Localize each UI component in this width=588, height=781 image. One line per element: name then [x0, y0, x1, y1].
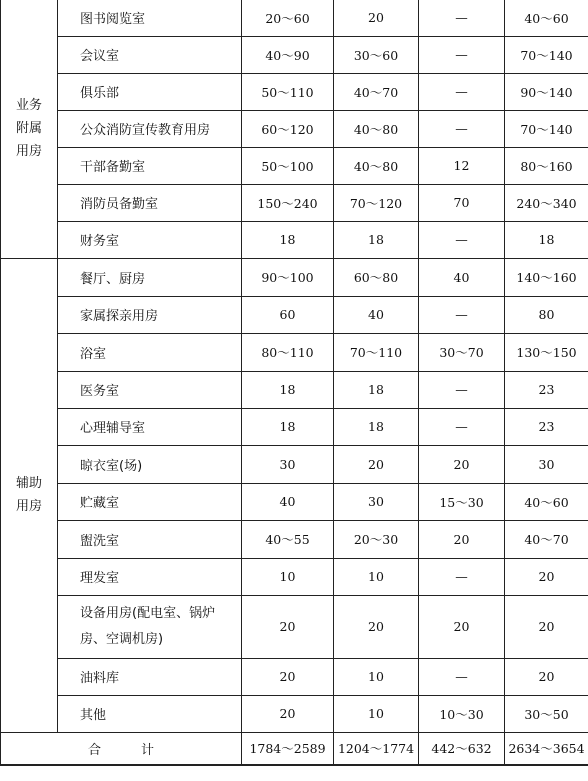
area-cell: 30～50 [505, 695, 588, 732]
area-cell: 40～90 [242, 36, 334, 73]
area-cell: 80 [505, 296, 588, 333]
area-cell: — [419, 110, 505, 147]
table-row [1, 558, 588, 595]
room-name-cell: 医务室 [58, 371, 242, 408]
table-row [1, 483, 588, 520]
area-cell: 10 [334, 558, 419, 595]
area-cell: 60 [242, 296, 334, 333]
area-cell: 18 [242, 221, 334, 258]
area-cell: 20 [419, 445, 505, 483]
area-cell: 90～100 [242, 258, 334, 296]
category-cell [1, 258, 58, 732]
category-line: 业务 [15, 98, 42, 114]
area-cell: 40～60 [505, 0, 588, 36]
area-cell: 18 [242, 408, 334, 445]
area-cell: 12 [419, 147, 505, 184]
area-cell: 70～120 [334, 184, 419, 221]
area-cell: 15～30 [419, 483, 505, 520]
area-cell: 18 [334, 371, 419, 408]
area-cell: 20 [505, 558, 588, 595]
area-cell: 18 [334, 408, 419, 445]
room-name-cell: 财务室 [58, 221, 242, 258]
area-cell: 20 [242, 658, 334, 695]
area-cell: — [419, 371, 505, 408]
area-cell: 40～55 [242, 520, 334, 558]
area-cell: 40～60 [505, 483, 588, 520]
area-cell: 40～70 [505, 520, 588, 558]
area-cell: — [419, 0, 505, 36]
category-cell [1, 0, 58, 258]
total-label: 合计 [1, 732, 242, 765]
table-row [1, 408, 588, 445]
table-row [1, 110, 588, 147]
area-cell: — [419, 408, 505, 445]
room-name-cell: 理发室 [58, 558, 242, 595]
room-name-cell: 设备用房(配电室、锅炉房、空调机房) [58, 595, 242, 658]
area-cell: 40 [419, 258, 505, 296]
area-cell: 20～30 [334, 520, 419, 558]
area-cell: 70～140 [505, 36, 588, 73]
area-cell: 20 [334, 445, 419, 483]
table-row [1, 296, 588, 333]
area-cell: — [419, 296, 505, 333]
area-cell: 80～160 [505, 147, 588, 184]
area-cell: — [419, 36, 505, 73]
room-name-cell: 餐厅、厨房 [58, 258, 242, 296]
area-cell: 150～240 [242, 184, 334, 221]
table-row [1, 0, 588, 36]
area-cell: — [419, 658, 505, 695]
area-cell: 20 [242, 695, 334, 732]
table-row [1, 695, 588, 732]
total-cell: 442～632 [419, 732, 505, 765]
area-cell: 20 [242, 595, 334, 658]
area-cell: 10 [334, 695, 419, 732]
area-cell: 10 [334, 658, 419, 695]
table-row [1, 258, 588, 296]
area-cell: 30 [505, 445, 588, 483]
area-cell: 130～150 [505, 333, 588, 371]
area-cell: 60～80 [334, 258, 419, 296]
room-name-cell: 油料库 [58, 658, 242, 695]
room-name-cell: 盥洗室 [58, 520, 242, 558]
table-row [1, 520, 588, 558]
room-name-cell: 干部备勤室 [58, 147, 242, 184]
total-row [1, 732, 588, 765]
area-cell: 10～30 [419, 695, 505, 732]
category-line: 辅助 [15, 476, 42, 491]
area-cell: 18 [505, 221, 588, 258]
area-cell: 30～60 [334, 36, 419, 73]
room-name-cell: 消防员备勤室 [58, 184, 242, 221]
area-cell: 20 [505, 595, 588, 658]
area-cell: 23 [505, 371, 588, 408]
table-row [1, 184, 588, 221]
table-row [1, 333, 588, 371]
area-cell: 40 [334, 296, 419, 333]
area-cell: 40～80 [334, 110, 419, 147]
area-cell: 40 [242, 483, 334, 520]
area-cell: — [419, 558, 505, 595]
table-row [1, 595, 588, 658]
area-cell: 20 [419, 595, 505, 658]
room-name-cell: 会议室 [58, 36, 242, 73]
area-cell: 60～120 [242, 110, 334, 147]
category-line: 用房 [15, 499, 42, 514]
area-cell: 20 [334, 595, 419, 658]
room-name-cell: 家属探亲用房 [58, 296, 242, 333]
room-name-cell: 贮藏室 [58, 483, 242, 520]
area-cell: 10 [242, 558, 334, 595]
area-cell: — [419, 221, 505, 258]
area-cell: — [419, 73, 505, 110]
area-cell: 23 [505, 408, 588, 445]
room-name-cell: 晾衣室(场) [58, 445, 242, 483]
total-cell: 2634～3654 [505, 732, 588, 765]
area-cell: 50～100 [242, 147, 334, 184]
area-cell: 80～110 [242, 333, 334, 371]
area-cell: 30～70 [419, 333, 505, 371]
area-cell: 70 [419, 184, 505, 221]
area-cell: 40～70 [334, 73, 419, 110]
table-row [1, 371, 588, 408]
room-name-cell: 图书阅览室 [58, 0, 242, 36]
room-name-cell: 其他 [58, 695, 242, 732]
area-cell: 40～80 [334, 147, 419, 184]
area-cell: 20～60 [242, 0, 334, 36]
category-line: 附属 [15, 121, 42, 137]
area-cell: 20 [334, 0, 419, 36]
table-row [1, 221, 588, 258]
area-cell: 50～110 [242, 73, 334, 110]
area-cell: 70～140 [505, 110, 588, 147]
table-row [1, 658, 588, 695]
area-cell: 90～140 [505, 73, 588, 110]
total-cell: 1784～2589 [242, 732, 334, 765]
area-cell: 30 [242, 445, 334, 483]
area-cell: 20 [419, 520, 505, 558]
room-name-cell: 心理辅导室 [58, 408, 242, 445]
area-cell: 70～110 [334, 333, 419, 371]
table-row [1, 73, 588, 110]
room-name-cell: 浴室 [58, 333, 242, 371]
total-cell: 1204～1774 [334, 732, 419, 765]
area-cell: 18 [242, 371, 334, 408]
room-name-cell: 公众消防宣传教育用房 [58, 110, 242, 147]
table-row [1, 445, 588, 483]
area-cell: 140～160 [505, 258, 588, 296]
area-cell: 20 [505, 658, 588, 695]
area-cell: 30 [334, 483, 419, 520]
room-name-cell: 俱乐部 [58, 73, 242, 110]
area-cell: 240～340 [505, 184, 588, 221]
area-cell: 18 [334, 221, 419, 258]
category-line: 用房 [15, 144, 42, 160]
table-row [1, 36, 588, 73]
table-row [1, 147, 588, 184]
